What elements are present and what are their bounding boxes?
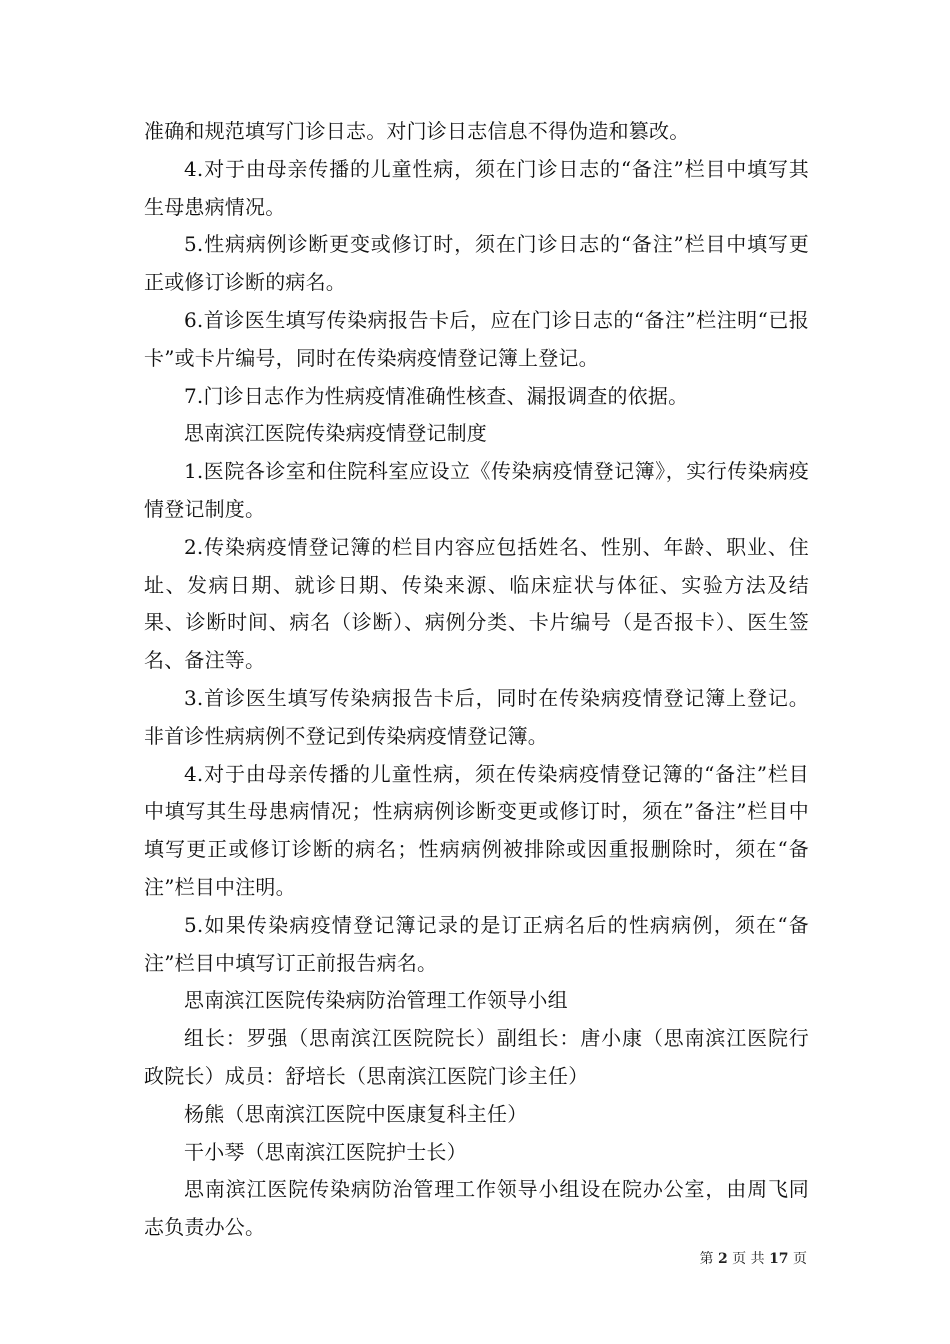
paragraph-2: 4.对于由母亲传播的儿童性病，须在门诊日志的“备注”栏目中填写其生母患病情况。 (144, 156, 809, 219)
paragraph-15: 干小琴（思南滨江医院护士长） (184, 1139, 467, 1164)
footer-suffix: 页 (793, 1251, 807, 1267)
paragraph-10: 4.对于由母亲传播的儿童性病，须在传染病疫情登记簿的“备注”栏目中填写其生母患病情况；性病病例诊断变更或修订时，须在”备注”栏目中填写更正或修订诊断的病名；性病病例被排除或因重报删除时，须在“备注”栏目中注明。 (144, 761, 809, 899)
paragraph-3: 5.性病病例诊断更变或修订时，须在门诊日志的“备注”栏目中填写更正或修订诊断的病名。 (144, 232, 809, 295)
footer-prefix: 第 (699, 1251, 714, 1267)
paragraph-7: 1.医院各诊室和住院科室应设立《传染病疫情登记簿》，实行传染病疫情登记制度。 (144, 459, 809, 521)
paragraph-11: 5.如果传染病疫情登记簿记录的是订正病名后的性病病例，须在“备注”栏目中填写订正前报告病名。 (144, 912, 809, 975)
paragraph-14: 杨熊（思南滨江医院中医康复科主任） (184, 1101, 528, 1126)
paragraph-4: 6.首诊医生填写传染病报告卡后，应在门诊日志的“备注”栏注明“已报卡”或卡片编号，同时在传染病疫情登记簿上登记。 (144, 307, 809, 370)
section-heading-registration: 思南滨江医院传染病疫情登记制度 (184, 421, 487, 446)
document-body (144, 113, 809, 1247)
paragraph-16: 思南滨江医院传染病防治管理工作领导小组设在院办公室，由周飞同志负责办公。 (144, 1177, 809, 1240)
section-heading-leadership: 思南滨江医院传染病防治管理工作领导小组 (184, 988, 568, 1013)
paragraph-1: 准确和规范填写门诊日志。对门诊日志信息不得伪造和篡改。 (144, 119, 690, 143)
paragraph-9: 3.首诊医生填写传染病报告卡后，同时在传染病疫情登记簿上登记。非首诊性病病例不登记到传染病疫情登记簿。 (144, 685, 809, 748)
paragraph-13: 组长：罗强（思南滨江医院院长）副组长：唐小康（思南滨江医院行政院长）成员：舒培长（思南滨江医院门诊主任） (144, 1026, 809, 1088)
paragraph-8: 2.传染病疫情登记簿的栏目内容应包括姓名、性别、年龄、职业、住址、发病日期、就诊日期、传染来源、临床症状与体征、实验方法及结果、诊断时间、病名（诊断）、病例分类、卡片编号（是否报卡）、医生签名、备注等。 (144, 534, 809, 673)
current-page-number: 2 (717, 1251, 728, 1267)
paragraph-5: 7.门诊日志作为性病疫情准确性核查、漏报调查的依据。 (184, 383, 689, 408)
total-page-count: 17 (769, 1251, 789, 1267)
page-footer (0, 1248, 950, 1268)
footer-middle: 页 共 (732, 1251, 765, 1267)
